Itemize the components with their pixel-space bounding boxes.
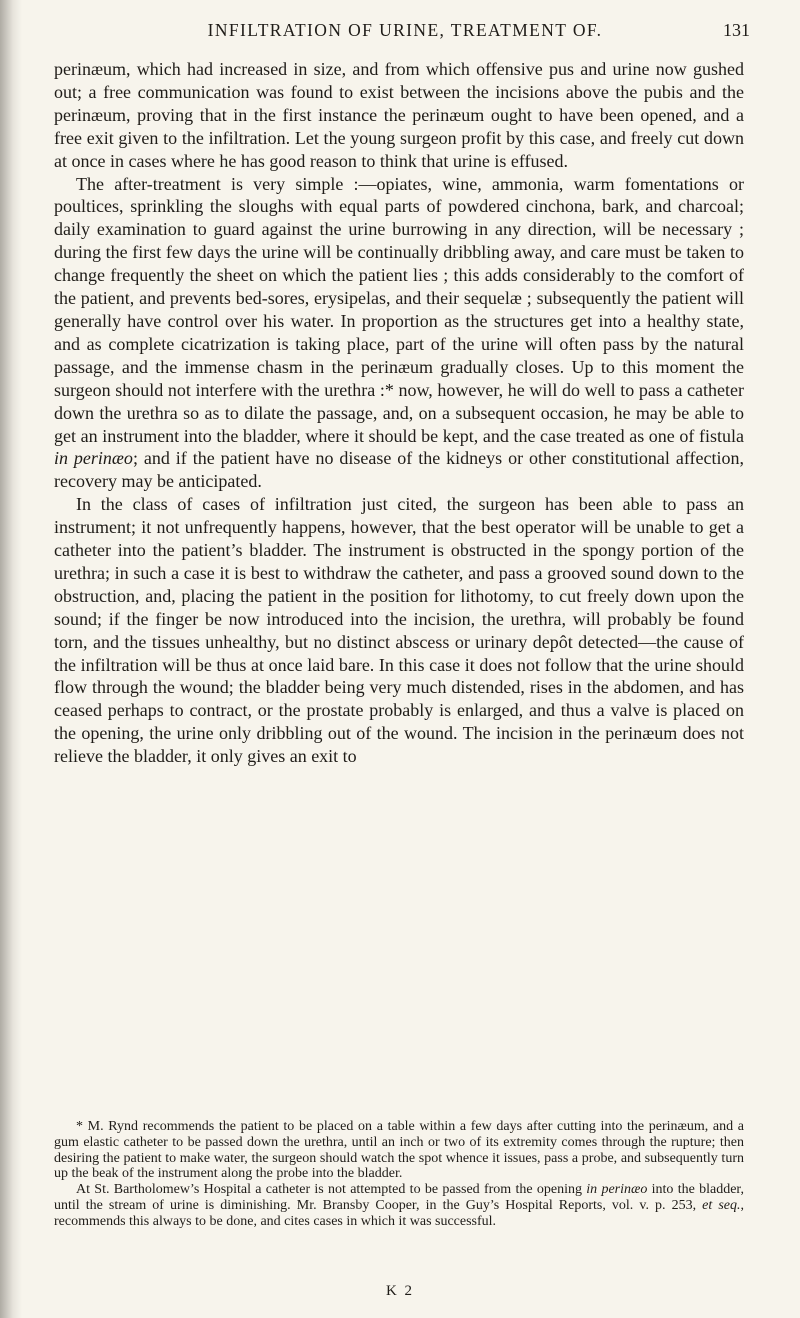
- paragraph-2-part-a: The after-treatment is very simple :—opiates, wine, ammonia, warm fomentations or poultices, sprinkling the sloughs with equal parts of powdered cinchona, bark, and charcoal; daily examination to guard against the urine burrowing in any direction, will be necessary ; during the first few days the urine will be continually dribbling away, and care must be taken to change frequently the sheet on which the patient lies ; this adds considerably to the comfort of the patient, and prevents bed-sores, erysipelas, and their sequelæ ; subsequently the patient will generally have control over his water. In proportion as the structures get into a healthy state, and as complete cicatrization is taking place, part of the urine will often pass by the natural passage, and the immense chasm in the perinæum gradually closes. Up to this moment the surgeon should not interfere with the urethra :* now, however, he will do well to pass a catheter down the urethra so as to dilate the passage, and, on a subsequent occasion, he may be able to get an instrument into the bladder, where it should be kept, and the case treated as one of fistula: [54, 173, 744, 446]
- running-head: [60, 20, 750, 46]
- footnote-1: * M. Rynd recommends the patient to be placed on a table within a few days after cutting into the perinæum, and a gum elastic catheter to be passed down the urethra, until an inch or two of its extremity comes through the rupture; then desiring the patient to make water, the surgeon should watch the spot whence it issues, pass a probe, and subsequently turn up the beak of the instrument along the probe into the bladder.: [54, 1119, 744, 1182]
- running-title: INFILTRATION OF URINE, TREATMENT OF.: [207, 20, 603, 40]
- footnote-2: [54, 1182, 744, 1229]
- paragraph-2: [54, 173, 744, 494]
- paragraph-1: perinæum, which had increased in size, and from which offensive pus and urine now gushed out; a free communication was found to exist between the incisions above the pubis and the perinæum, proving that in the first instance the perinæum ought to have been opened, and a free exit given to the infiltration. Let the young surgeon profit by this case, and freely cut down at once in cases where he has good reason to think that urine is effused.: [54, 59, 744, 171]
- footnote-2-part-a: At St. Bartholomew’s Hospital a catheter is not attempted to be passed from the opening: [76, 1182, 582, 1198]
- paragraph-3: In the class of cases of infiltration just cited, the surgeon has been able to pass an instrument; it not unfrequently happens, however, that the best operator will be unable to get a catheter into the patient’s bladder. The instrument is obstructed in the spongy portion of the urethra; in such a case it is best to withdraw the catheter, and pass a grooved sound down to the obstruction, and, placing the patient in the position for lithotomy, to cut freely down upon the sound; if the finger be now introduced into the incision, the urethra, will probably be found torn, and the tissues unhealthy, but no distinct abscess or urinary depôt detected—the cause of the infiltration will be thus at once laid bare. In this case it does not follow that the urine should flow through the wound; the bladder being very much distended, rises in the abdomen, and has ceased perhaps to contract, or the prostate probably is enlarged, and thus a valve is placed on the opening, the urine only dribbling out of the wound. The incision in the perinæum does not relieve the bladder, it only gives an exit to: [54, 494, 744, 767]
- binding-shadow: [0, 0, 22, 1318]
- footnotes: [54, 1119, 744, 1230]
- body-text: [54, 58, 744, 768]
- page-number: 131: [723, 20, 750, 40]
- footnote-2-italic-2: et seq.: [702, 1197, 741, 1213]
- paragraph-2-part-b: ; and if the patient have no disease of the kidneys or other constitutional affection, recovery may be anticipated.: [54, 448, 744, 492]
- signature-mark: K 2: [385, 1283, 415, 1299]
- footnote-2-italic: in perinæo: [586, 1182, 648, 1198]
- footnote-2-part-c: , recommends this always to be done, and cites cases in which it was successful.: [54, 1197, 745, 1229]
- footnote-2-part-b: into the bladder, until the stream of urine is diminishing. Mr. Bransby Cooper, in the Guy’s Hospital Reports, vol. v. p. 253,: [54, 1182, 745, 1213]
- paragraph-2-italic: in perinæo: [54, 448, 133, 469]
